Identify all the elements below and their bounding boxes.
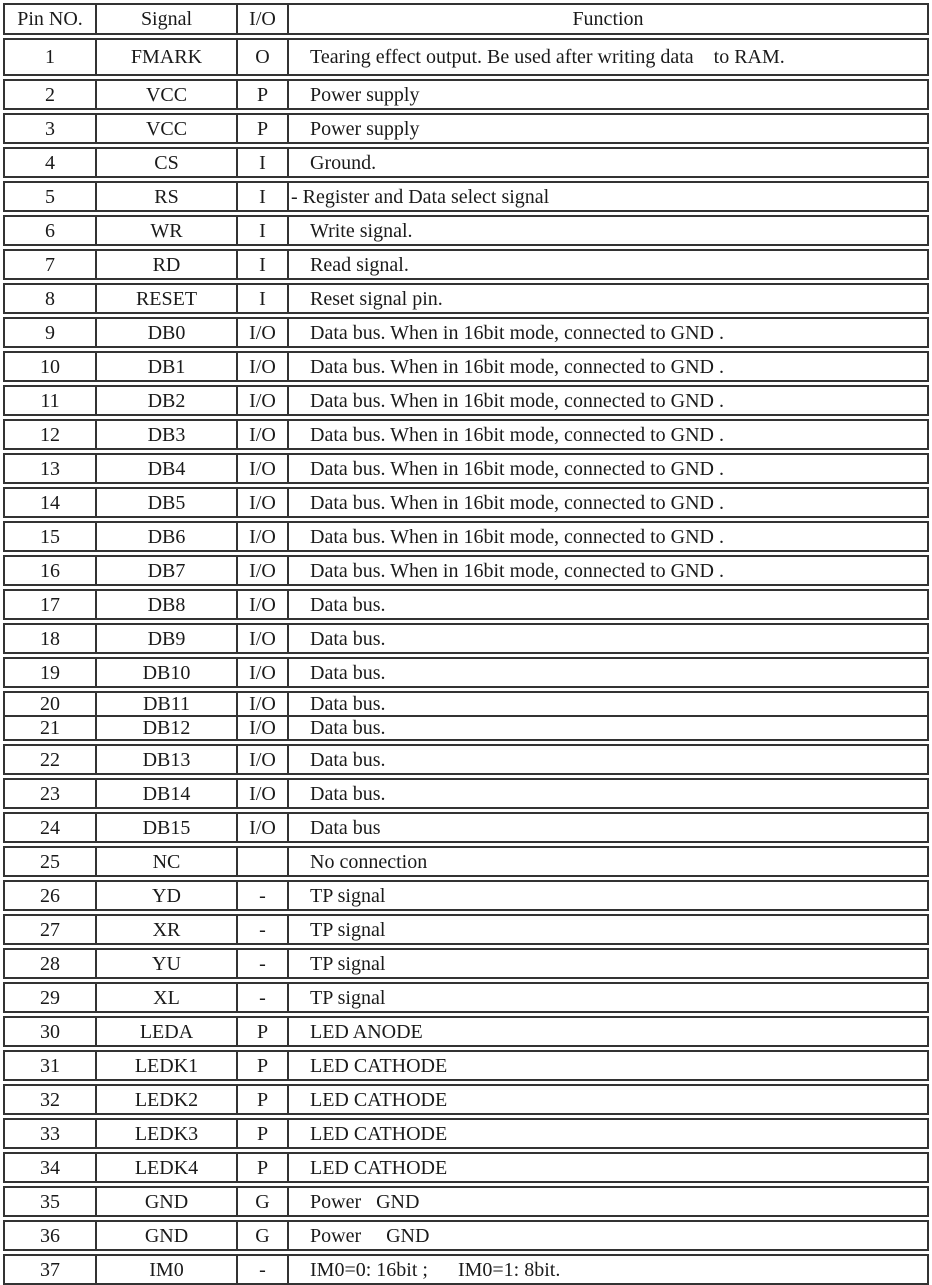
io-cell: -	[236, 950, 287, 977]
table-row	[3, 715, 929, 741]
io-cell: I	[236, 251, 287, 278]
table-row	[3, 914, 929, 945]
io-cell: I/O	[236, 693, 287, 715]
io-cell: -	[236, 916, 287, 943]
io-cell: I/O	[236, 557, 287, 584]
io-cell: P	[236, 115, 287, 142]
io-cell: I/O	[236, 489, 287, 516]
io-cell: -	[236, 1256, 287, 1283]
table-row	[3, 181, 929, 212]
function-cell: TP signal	[287, 984, 927, 1011]
pin-cell: 20	[40, 693, 60, 715]
pin-cell: 10	[40, 355, 60, 378]
io-cell: G	[236, 1188, 287, 1215]
pin-cell: 1	[45, 46, 55, 68]
signal-cell: XR	[95, 916, 236, 943]
pin-cell: 36	[40, 1224, 60, 1247]
table-row	[3, 623, 929, 654]
signal-cell: GND	[95, 1188, 236, 1215]
pin-cell: 16	[40, 559, 60, 582]
io-cell: P	[236, 1052, 287, 1079]
table-row	[3, 846, 929, 877]
pin-cell: 7	[45, 253, 55, 276]
table-row	[3, 385, 929, 416]
pin-cell: 22	[40, 748, 60, 771]
signal-cell: LEDK1	[95, 1052, 236, 1079]
signal-cell: DB12	[95, 717, 236, 739]
signal-cell: DB9	[95, 625, 236, 652]
io-cell: I/O	[236, 353, 287, 380]
signal-cell: DB7	[95, 557, 236, 584]
pin-cell: 5	[45, 185, 55, 208]
pin-cell: 23	[40, 782, 60, 805]
signal-cell: RS	[95, 183, 236, 210]
function-cell: LED CATHODE	[287, 1052, 927, 1079]
function-cell: Data bus.	[287, 659, 927, 686]
table-row	[3, 778, 929, 809]
table-row	[3, 283, 929, 314]
function-cell: TP signal	[287, 916, 927, 943]
signal-cell: LEDA	[95, 1018, 236, 1045]
function-cell: Tearing effect output. Be used after writing data to RAM.	[287, 40, 927, 74]
pin-cell: 2	[45, 83, 55, 106]
function-cell: Reset signal pin.	[287, 285, 927, 312]
pin-cell: 26	[40, 884, 60, 907]
signal-cell: DB8	[95, 591, 236, 618]
pin-cell: 31	[40, 1054, 60, 1077]
table-row	[3, 1254, 929, 1285]
table-row	[3, 948, 929, 979]
io-cell: O	[236, 40, 287, 74]
function-cell: Data bus	[287, 814, 927, 841]
pin-cell: 37	[40, 1258, 60, 1281]
io-cell: P	[236, 1018, 287, 1045]
signal-cell: CS	[95, 149, 236, 176]
function-cell: No connection	[287, 848, 927, 875]
pin-cell: 13	[40, 457, 60, 480]
table-row	[3, 1084, 929, 1115]
column-header-function: Function	[287, 5, 927, 33]
table-row	[3, 691, 929, 717]
signal-cell: GND	[95, 1222, 236, 1249]
table-row	[3, 1220, 929, 1251]
table-row	[3, 487, 929, 518]
signal-cell: YU	[95, 950, 236, 977]
table-row	[3, 1186, 929, 1217]
signal-cell: IM0	[95, 1256, 236, 1283]
signal-cell: FMARK	[95, 40, 236, 74]
io-cell: P	[236, 1120, 287, 1147]
table-row	[3, 317, 929, 348]
signal-cell: NC	[95, 848, 236, 875]
pin-cell: 3	[45, 117, 55, 140]
function-cell: Ground.	[287, 149, 927, 176]
table-row	[3, 419, 929, 450]
table-body	[3, 38, 929, 1285]
io-cell: I/O	[236, 523, 287, 550]
pin-cell: 19	[40, 661, 60, 684]
function-cell: Read signal.	[287, 251, 927, 278]
function-cell: LED CATHODE	[287, 1120, 927, 1147]
pin-cell: 12	[40, 423, 60, 446]
table-row	[3, 555, 929, 586]
signal-cell: DB11	[95, 693, 236, 715]
signal-cell: DB10	[95, 659, 236, 686]
function-cell: Data bus. When in 16bit mode, connected to GND .	[287, 319, 927, 346]
signal-cell: DB5	[95, 489, 236, 516]
pin-cell: 21	[40, 717, 60, 739]
table-row	[3, 880, 929, 911]
io-cell: I/O	[236, 780, 287, 807]
function-cell: Data bus.	[287, 625, 927, 652]
signal-cell: RESET	[95, 285, 236, 312]
function-cell: LED ANODE	[287, 1018, 927, 1045]
table-row	[3, 113, 929, 144]
table-row	[3, 215, 929, 246]
pin-cell: 6	[45, 219, 55, 242]
function-cell: Write signal.	[287, 217, 927, 244]
pin-cell: 11	[40, 389, 60, 412]
function-cell: Power GND	[287, 1222, 927, 1249]
io-cell: I/O	[236, 387, 287, 414]
io-cell: I/O	[236, 319, 287, 346]
function-cell: - Register and Data select signal	[287, 183, 927, 210]
pin-cell: 18	[40, 627, 60, 650]
io-cell: I/O	[236, 659, 287, 686]
io-cell: G	[236, 1222, 287, 1249]
signal-cell: DB2	[95, 387, 236, 414]
column-header-signal: Signal	[95, 5, 236, 33]
table-row	[3, 1118, 929, 1149]
function-cell: Data bus. When in 16bit mode, connected to GND .	[287, 523, 927, 550]
function-cell: LED CATHODE	[287, 1154, 927, 1181]
function-cell: IM0=0: 16bit ; IM0=1: 8bit.	[287, 1256, 927, 1283]
signal-cell: DB3	[95, 421, 236, 448]
signal-cell: DB14	[95, 780, 236, 807]
pin-cell: 28	[40, 952, 60, 975]
pin-cell: 17	[40, 593, 60, 616]
io-cell: P	[236, 81, 287, 108]
table-row	[3, 657, 929, 688]
function-cell: Data bus.	[287, 746, 927, 773]
signal-cell: LEDK3	[95, 1120, 236, 1147]
table-row	[3, 589, 929, 620]
function-cell: TP signal	[287, 950, 927, 977]
function-cell: Power GND	[287, 1188, 927, 1215]
io-cell: -	[236, 882, 287, 909]
table-row	[3, 521, 929, 552]
signal-cell: DB0	[95, 319, 236, 346]
signal-cell: DB6	[95, 523, 236, 550]
table-header-row	[3, 3, 929, 35]
table-row	[3, 982, 929, 1013]
pin-cell: 32	[40, 1088, 60, 1111]
table-row	[3, 249, 929, 280]
pin-cell: 9	[45, 321, 55, 344]
signal-cell: LEDK2	[95, 1086, 236, 1113]
io-cell: I/O	[236, 591, 287, 618]
function-cell: Data bus. When in 16bit mode, connected to GND .	[287, 489, 927, 516]
io-cell: -	[236, 984, 287, 1011]
function-cell: TP signal	[287, 882, 927, 909]
signal-cell: DB15	[95, 814, 236, 841]
io-cell: I/O	[236, 717, 287, 739]
column-header-io: I/O	[236, 5, 287, 33]
io-cell: I/O	[236, 625, 287, 652]
function-cell: Data bus. When in 16bit mode, connected to GND .	[287, 387, 927, 414]
pin-cell: 25	[40, 850, 60, 873]
table-row	[3, 1016, 929, 1047]
signal-cell: WR	[95, 217, 236, 244]
pin-cell: 15	[40, 525, 60, 548]
function-cell: Power supply	[287, 115, 927, 142]
column-header-pin-no: Pin NO.	[17, 8, 83, 30]
table-row	[3, 1152, 929, 1183]
function-cell: Data bus. When in 16bit mode, connected to GND .	[287, 353, 927, 380]
function-cell: Power supply	[287, 81, 927, 108]
table-row	[3, 1050, 929, 1081]
pin-cell: 14	[40, 491, 60, 514]
signal-cell: RD	[95, 251, 236, 278]
pin-function-table	[3, 3, 929, 1285]
table-row	[3, 812, 929, 843]
pin-cell: 34	[40, 1156, 60, 1179]
pin-cell: 35	[40, 1190, 60, 1213]
io-cell: I	[236, 149, 287, 176]
signal-cell: YD	[95, 882, 236, 909]
pin-cell: 4	[45, 151, 55, 174]
signal-cell: VCC	[95, 81, 236, 108]
function-cell: Data bus.	[287, 717, 927, 739]
table-row	[3, 351, 929, 382]
pin-cell: 33	[40, 1122, 60, 1145]
io-cell: I/O	[236, 814, 287, 841]
pin-cell: 30	[40, 1020, 60, 1043]
io-cell: I	[236, 285, 287, 312]
io-cell	[236, 848, 287, 875]
pin-cell: 29	[40, 986, 60, 1009]
io-cell: P	[236, 1086, 287, 1113]
function-cell: Data bus.	[287, 591, 927, 618]
function-cell: Data bus. When in 16bit mode, connected to GND .	[287, 421, 927, 448]
table-row	[3, 38, 929, 76]
io-cell: I/O	[236, 455, 287, 482]
table-row	[3, 79, 929, 110]
signal-cell: LEDK4	[95, 1154, 236, 1181]
pin-cell: 27	[40, 918, 60, 941]
signal-cell: DB4	[95, 455, 236, 482]
function-cell: Data bus. When in 16bit mode, connected to GND .	[287, 455, 927, 482]
function-cell: Data bus.	[287, 780, 927, 807]
function-cell: LED CATHODE	[287, 1086, 927, 1113]
table-row	[3, 147, 929, 178]
io-cell: I	[236, 217, 287, 244]
io-cell: I/O	[236, 421, 287, 448]
signal-cell: VCC	[95, 115, 236, 142]
io-cell: P	[236, 1154, 287, 1181]
io-cell: I/O	[236, 746, 287, 773]
pin-cell: 8	[45, 287, 55, 310]
table-row	[3, 744, 929, 775]
signal-cell: DB1	[95, 353, 236, 380]
function-cell: Data bus. When in 16bit mode, connected to GND .	[287, 557, 927, 584]
signal-cell: XL	[95, 984, 236, 1011]
table-row	[3, 453, 929, 484]
io-cell: I	[236, 183, 287, 210]
function-cell: Data bus.	[287, 693, 927, 715]
pin-cell: 24	[40, 816, 60, 839]
signal-cell: DB13	[95, 746, 236, 773]
